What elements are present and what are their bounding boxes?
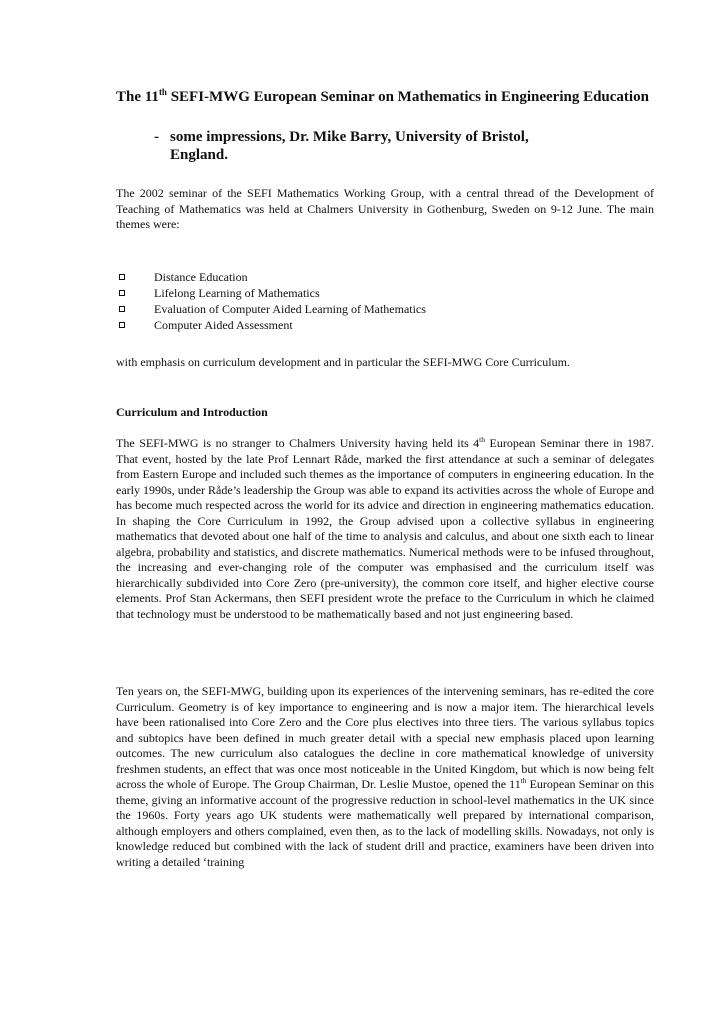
checkbox-bullet-icon [119,322,125,328]
checkbox-bullet-icon [119,274,125,280]
ordinal-suffix: th [479,435,486,444]
theme-label: Evaluation of Computer Aided Learning of Mathematics [154,302,426,316]
theme-label: Distance Education [154,270,248,284]
title-text: The 11 [116,89,159,105]
list-item [116,269,654,285]
list-item [116,317,654,333]
subtitle-line-1: some impressions, Dr. Mike Barry, University of Bristol, [170,129,529,145]
title-ordinal: th [158,87,167,97]
section-heading: Curriculum and Introduction [116,405,268,419]
ordinal-suffix: th [520,776,527,785]
document-subtitle [154,128,650,164]
title-text-rest: SEFI-MWG European Seminar on Mathematics in Engineering Education [166,89,649,105]
paragraph-text: European Seminar there in 1987. That event, hosted by the late Prof Lennart Råde, marked the first attendance at such a seminar of delegates from Eastern Europe and included such themes as the importance of computers in engineering education. In the early 1990s, under Råde’s leadership the Group was able to expand its activities across the whole of Europe and has become much respected across the world for its advice and direction in engineering mathematics education. In shaping the Core Curriculum in 1992, the Group advised upon a collective syllabus in engineering mathematics that devoted about one half of the time to analysis and calculus, and about one sixth each to linear algebra, probability and statistics, and discrete mathematics. Numerical methods were to be infused throughout, the increasing and ever-changing role of the computer was emphasised and the curriculum itself was hierarchically subdivided into Core Zero (pre-university), the common core itself, and higher elective course elements. Prof Stan Ackermans, then SEFI president wrote the preface to the Curriculum in which he claimed that technology must be understood to be mathematically based and not just engineering based. [116,436,654,621]
checkbox-bullet-icon [119,306,125,312]
theme-label: Lifelong Learning of Mathematics [154,286,320,300]
list-item [116,301,654,317]
themes-list [116,269,654,333]
theme-label: Computer Aided Assessment [154,318,293,332]
paragraph-text: Ten years on, the SEFI-MWG, building upon its experiences of the intervening seminars, has re-edited the core Curriculum. Geometry is of key importance to engineering and is now a major item. The hierarchical levels have been rationalised into Core Zero and the Core plus electives into three tiers. The various syllabus topics and subtopics have been defined in much greater detail with a special new emphasis placed upon learning outcomes. The new curriculum also catalogues the decline in core mathematical knowledge of university freshmen students, an effect that was once most noticeable in the United Kingdom, but which is now being felt across the whole of Europe. The Group Chairman, Dr. Leslie Mustoe, opened the 11 [116,684,654,791]
body-paragraph-1 [116,436,654,622]
paragraph-text: European Seminar on this theme, giving an informative account of the progressive reduction in school-level mathematics in the UK since the 1960s. Forty years ago UK students were mathematically well prepared by international comparison, although employers and others complained, even then, as to the lack of modelling skills. Nowadays, not only is knowledge reduced but combined with the lack of student drill and practice, examiners have been driven into writing a detailed ‘training [116,777,654,869]
list-item [116,285,654,301]
document-title [116,88,656,106]
body-paragraph-2 [116,684,654,870]
after-list-paragraph: with emphasis on curriculum development and in particular the SEFI-MWG Core Curriculum. [116,355,570,369]
paragraph-text: The SEFI-MWG is no stranger to Chalmers University having held its 4 [116,436,480,450]
subtitle-line-2: England. [170,147,228,163]
intro-paragraph: The 2002 seminar of the SEFI Mathematics Working Group, with a central thread of the Development of Teaching of Mathematics was held at Chalmers University in Gothenburg, Sweden on 9-12 June. The main themes were: [116,186,654,231]
checkbox-bullet-icon [119,290,125,296]
subtitle-dash: - [154,129,159,145]
